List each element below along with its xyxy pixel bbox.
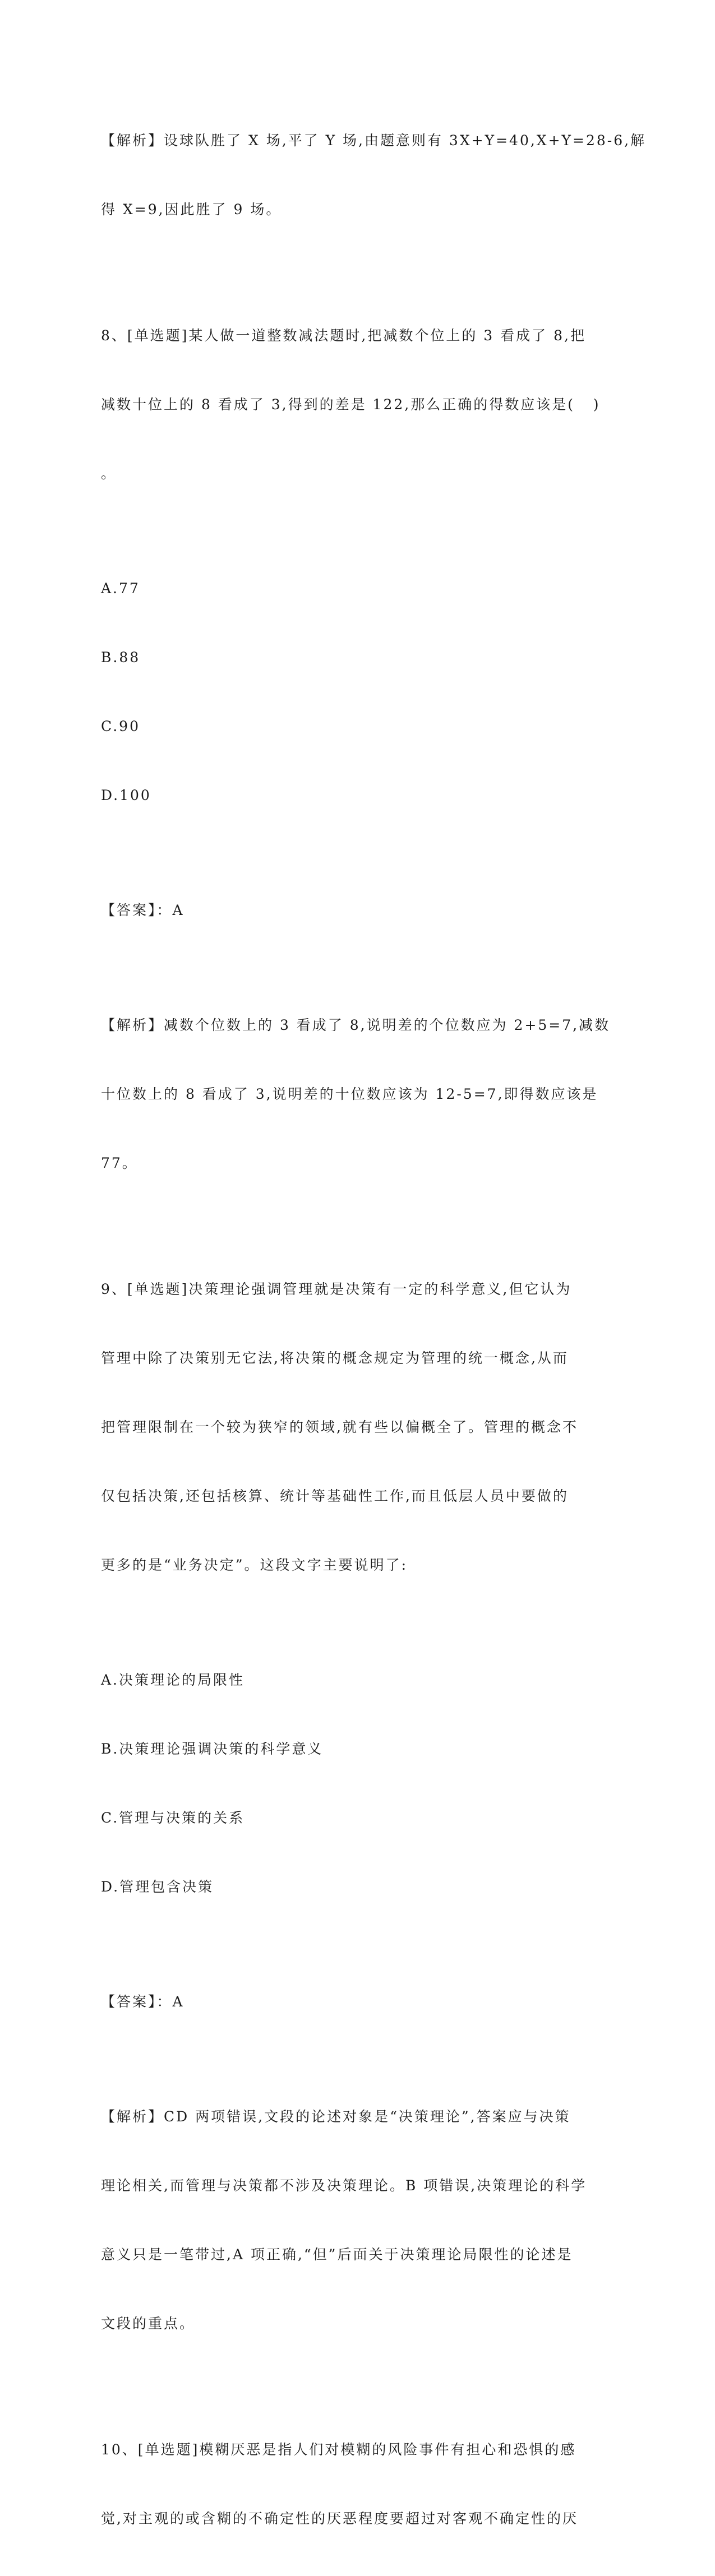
- option-d: D.100: [101, 787, 151, 803]
- question-10-stem: [101, 2392, 594, 2576]
- option-a: A.77: [101, 580, 140, 596]
- text-line: 【解析】CD 两项错误,文段的论述对象是“决策理论”,答案应与决策: [101, 2108, 571, 2125]
- text-line: 得 X=9,因此胜了 9 场。: [101, 201, 282, 218]
- text-line: 【解析】设球队胜了 X 场,平了 Y 场,由题意则有 3X+Y=40,X+Y=28-6,解: [101, 132, 647, 149]
- text-line: 减数十位上的 8 看成了 3,得到的差是 122,那么正确的得数应该是( ): [101, 396, 601, 413]
- text-line: 觉,对主观的或含糊的不确定性的厌恶程度要超过对客观不确定性的厌: [101, 2510, 578, 2527]
- text-line: 更多的是“业务决定”。这段文字主要说明了:: [101, 1557, 408, 1573]
- answer-line: 【答案】：A: [101, 1994, 184, 2010]
- question-9-options: [101, 1622, 594, 1944]
- option-d: D.管理包含决策: [101, 1879, 214, 1895]
- text-line: 把管理限制在一个较为狭窄的领域,就有些以偏概全了。管理的概念不: [101, 1419, 578, 1435]
- text-line: 文段的重点。: [101, 2315, 196, 2332]
- answer-line: 【答案】：A: [101, 902, 184, 918]
- document-page: [101, 83, 647, 2576]
- option-c: C.管理与决策的关系: [101, 1810, 245, 1826]
- text-line: 8、[单选题]某人做一道整数减法题时,把减数个位上的 3 看成了 8,把: [101, 327, 586, 344]
- text-line: 【解析】减数个位数上的 3 看成了 8,说明差的个位数应为 2+5=7,减数: [101, 1017, 611, 1033]
- option-b: B.88: [101, 649, 141, 665]
- question-8-analysis: [101, 968, 611, 1220]
- text-line: 意义只是一笔带过,A 项正确,“但”后面关于决策理论局限性的论述是: [101, 2246, 573, 2263]
- question-8-options: [101, 531, 594, 853]
- question-9-analysis: [101, 2059, 594, 2381]
- text-line: 仅包括决策,还包括核算、统计等基础性工作,而且低层人员中要做的: [101, 1488, 569, 1504]
- text-line: 9、[单选题]决策理论强调管理就是决策有一定的科学意义,但它认为: [101, 1281, 572, 1297]
- text-line: 。: [101, 465, 117, 482]
- question-8-answer: [101, 853, 594, 968]
- text-line: 理论相关,而管理与决策都不涉及决策理论。B 项错误,决策理论的科学: [101, 2177, 587, 2194]
- text-line: 管理中除了决策别无它法,将决策的概念规定为管理的统一概念,从而: [101, 1350, 569, 1366]
- question-9-answer: [101, 1944, 594, 2059]
- text-line: 77。: [101, 1155, 138, 1171]
- option-a: A.决策理论的局限性: [101, 1672, 245, 1688]
- option-b: B.决策理论强调决策的科学意义: [101, 1741, 324, 1757]
- question-8-stem: [101, 278, 601, 531]
- question-9-stem: [101, 1232, 594, 1622]
- analysis-paragraph: [101, 83, 647, 267]
- option-c: C.90: [101, 718, 140, 734]
- text-line: 十位数上的 8 看成了 3,说明差的十位数应该为 12-5=7,即得数应该是: [101, 1086, 598, 1102]
- text-line: 10、[单选题]模糊厌恶是指人们对模糊的风险事件有担心和恐惧的感: [101, 2441, 576, 2458]
